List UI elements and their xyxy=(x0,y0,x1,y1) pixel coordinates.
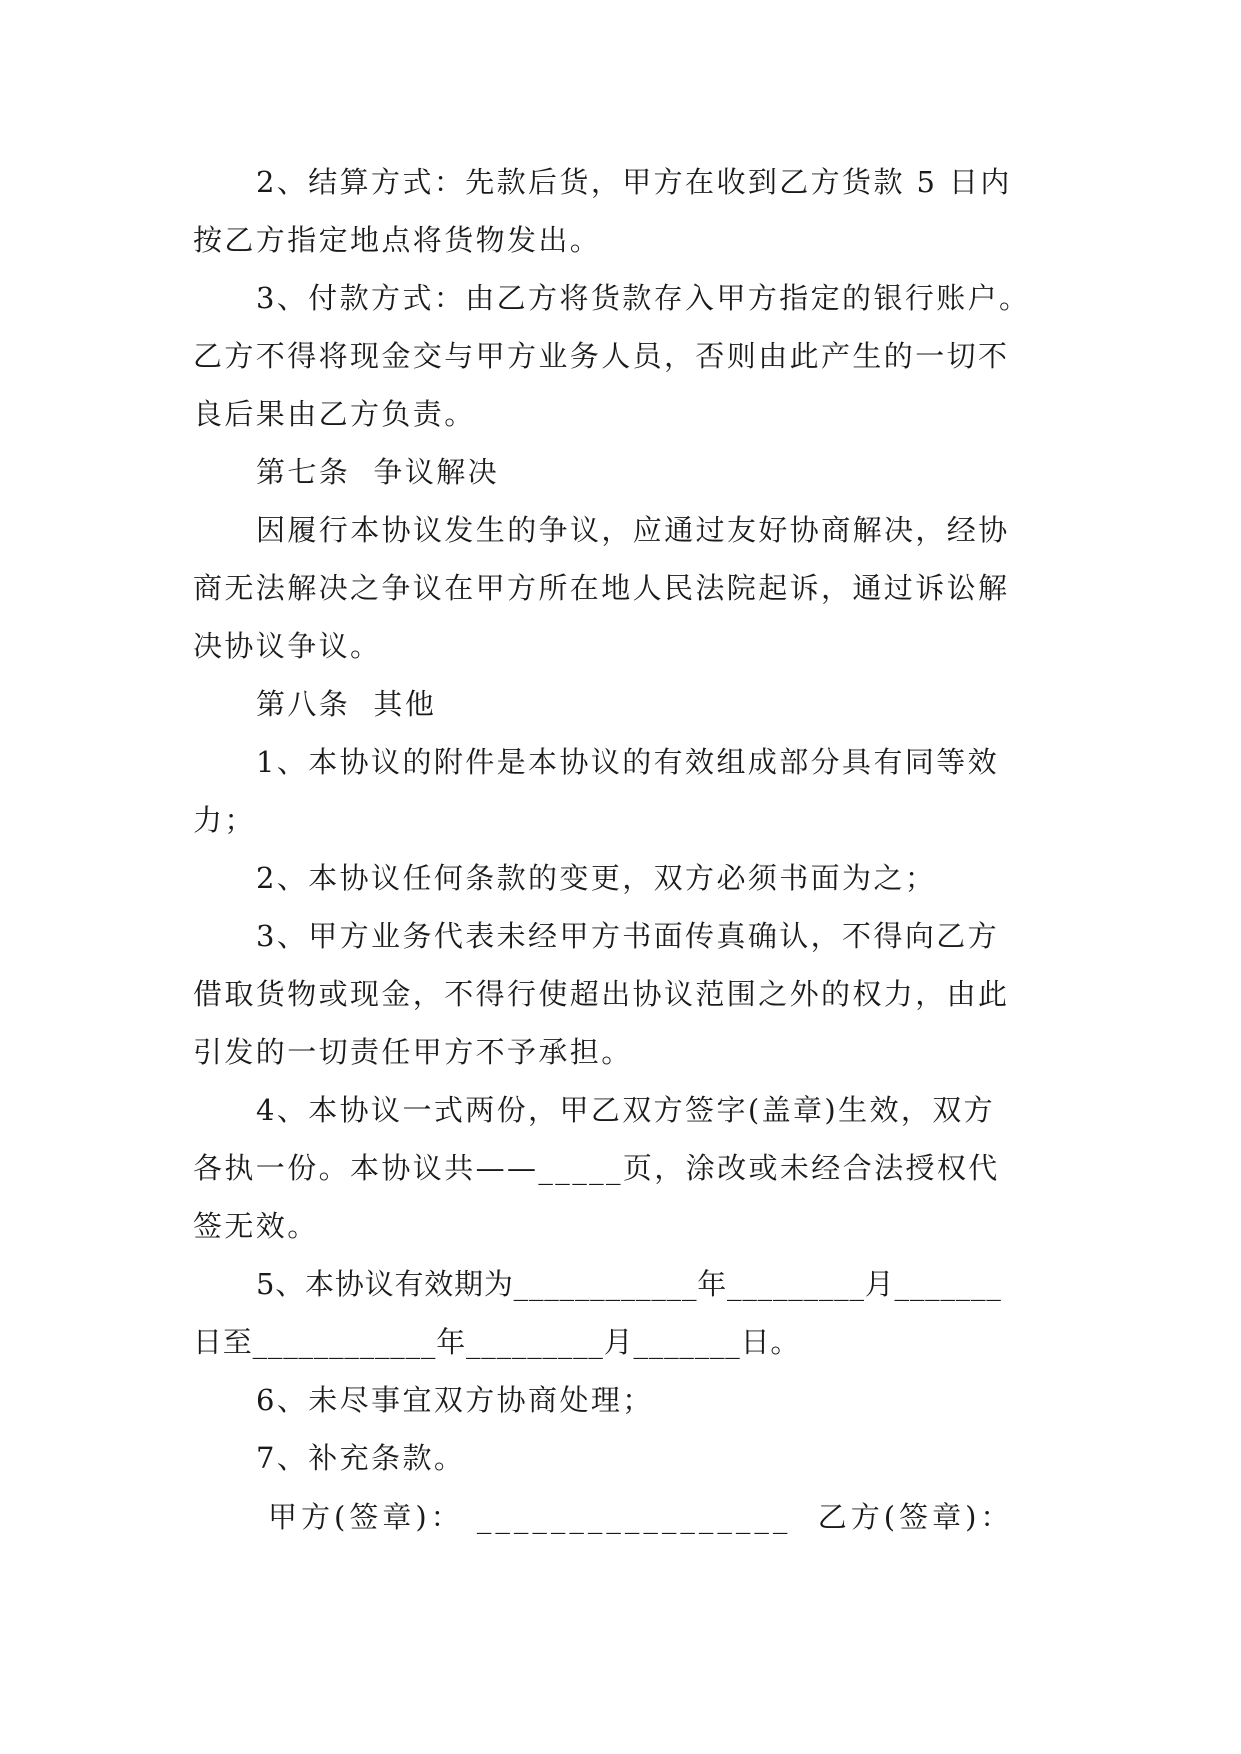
clause-8-4-line-1: 4、本协议一式两份，甲乙双方签字(盖章)生效，双方 xyxy=(256,1093,996,1127)
signature-line: 甲方(签章)： _________________ 乙方(签章)： xyxy=(268,1500,1014,1534)
clause-6-3-line-2: 乙方不得将现金交与甲方业务人员，否则由此产生的一切不 xyxy=(193,339,1010,373)
clause-8-2-line-1: 2、本协议任何条款的变更，双方必须书面为之； xyxy=(256,861,937,895)
article-7-line-2: 商无法解决之争议在甲方所在地人民法院起诉，通过诉讼解 xyxy=(193,571,1010,605)
clause-6-3-line-1: 3、付款方式：由乙方将货款存入甲方指定的银行账户。 xyxy=(256,281,1031,315)
clause-8-6-line-1: 6、未尽事宜双方协商处理； xyxy=(256,1383,654,1417)
clause-8-3-line-2: 借取货物或现金，不得行使超出协议范围之外的权力，由此 xyxy=(193,977,1010,1011)
article-7-line-1: 因履行本协议发生的争议，应通过友好协商解决，经协 xyxy=(256,513,1010,547)
article-8-heading: 第八条 其他 xyxy=(256,687,437,721)
clause-6-2-line-2: 按乙方指定地点将货物发出。 xyxy=(193,223,602,257)
clause-8-4-line-2: 各执一份。本协议共——_____页，涂改或未经合法授权代 xyxy=(193,1151,1000,1185)
clause-6-3-line-3: 良后果由乙方负责。 xyxy=(193,397,476,431)
clause-8-5-line-2: 日至____________年_________月_______日。 xyxy=(193,1325,801,1359)
clause-8-3-line-1: 3、甲方业务代表未经甲方书面传真确认，不得向乙方 xyxy=(256,919,1000,953)
clause-6-2-line-1: 2、结算方式：先款后货，甲方在收到乙方货款 5 日内 xyxy=(256,165,1012,199)
clause-8-5-line-1: 5、本协议有效期为____________年_________月_______ xyxy=(256,1267,1002,1301)
clause-8-1-line-2: 力； xyxy=(193,803,256,837)
clause-8-3-line-3: 引发的一切责任甲方不予承担。 xyxy=(193,1035,633,1069)
article-7-heading: 第七条 争议解决 xyxy=(256,455,500,489)
clause-8-4-line-3: 签无效。 xyxy=(193,1209,319,1243)
clause-8-7-line-1: 7、补充条款。 xyxy=(256,1441,466,1475)
article-7-line-3: 决协议争议。 xyxy=(193,629,382,663)
clause-8-1-line-1: 1、本协议的附件是本协议的有效组成部分具有同等效 xyxy=(256,745,1000,779)
